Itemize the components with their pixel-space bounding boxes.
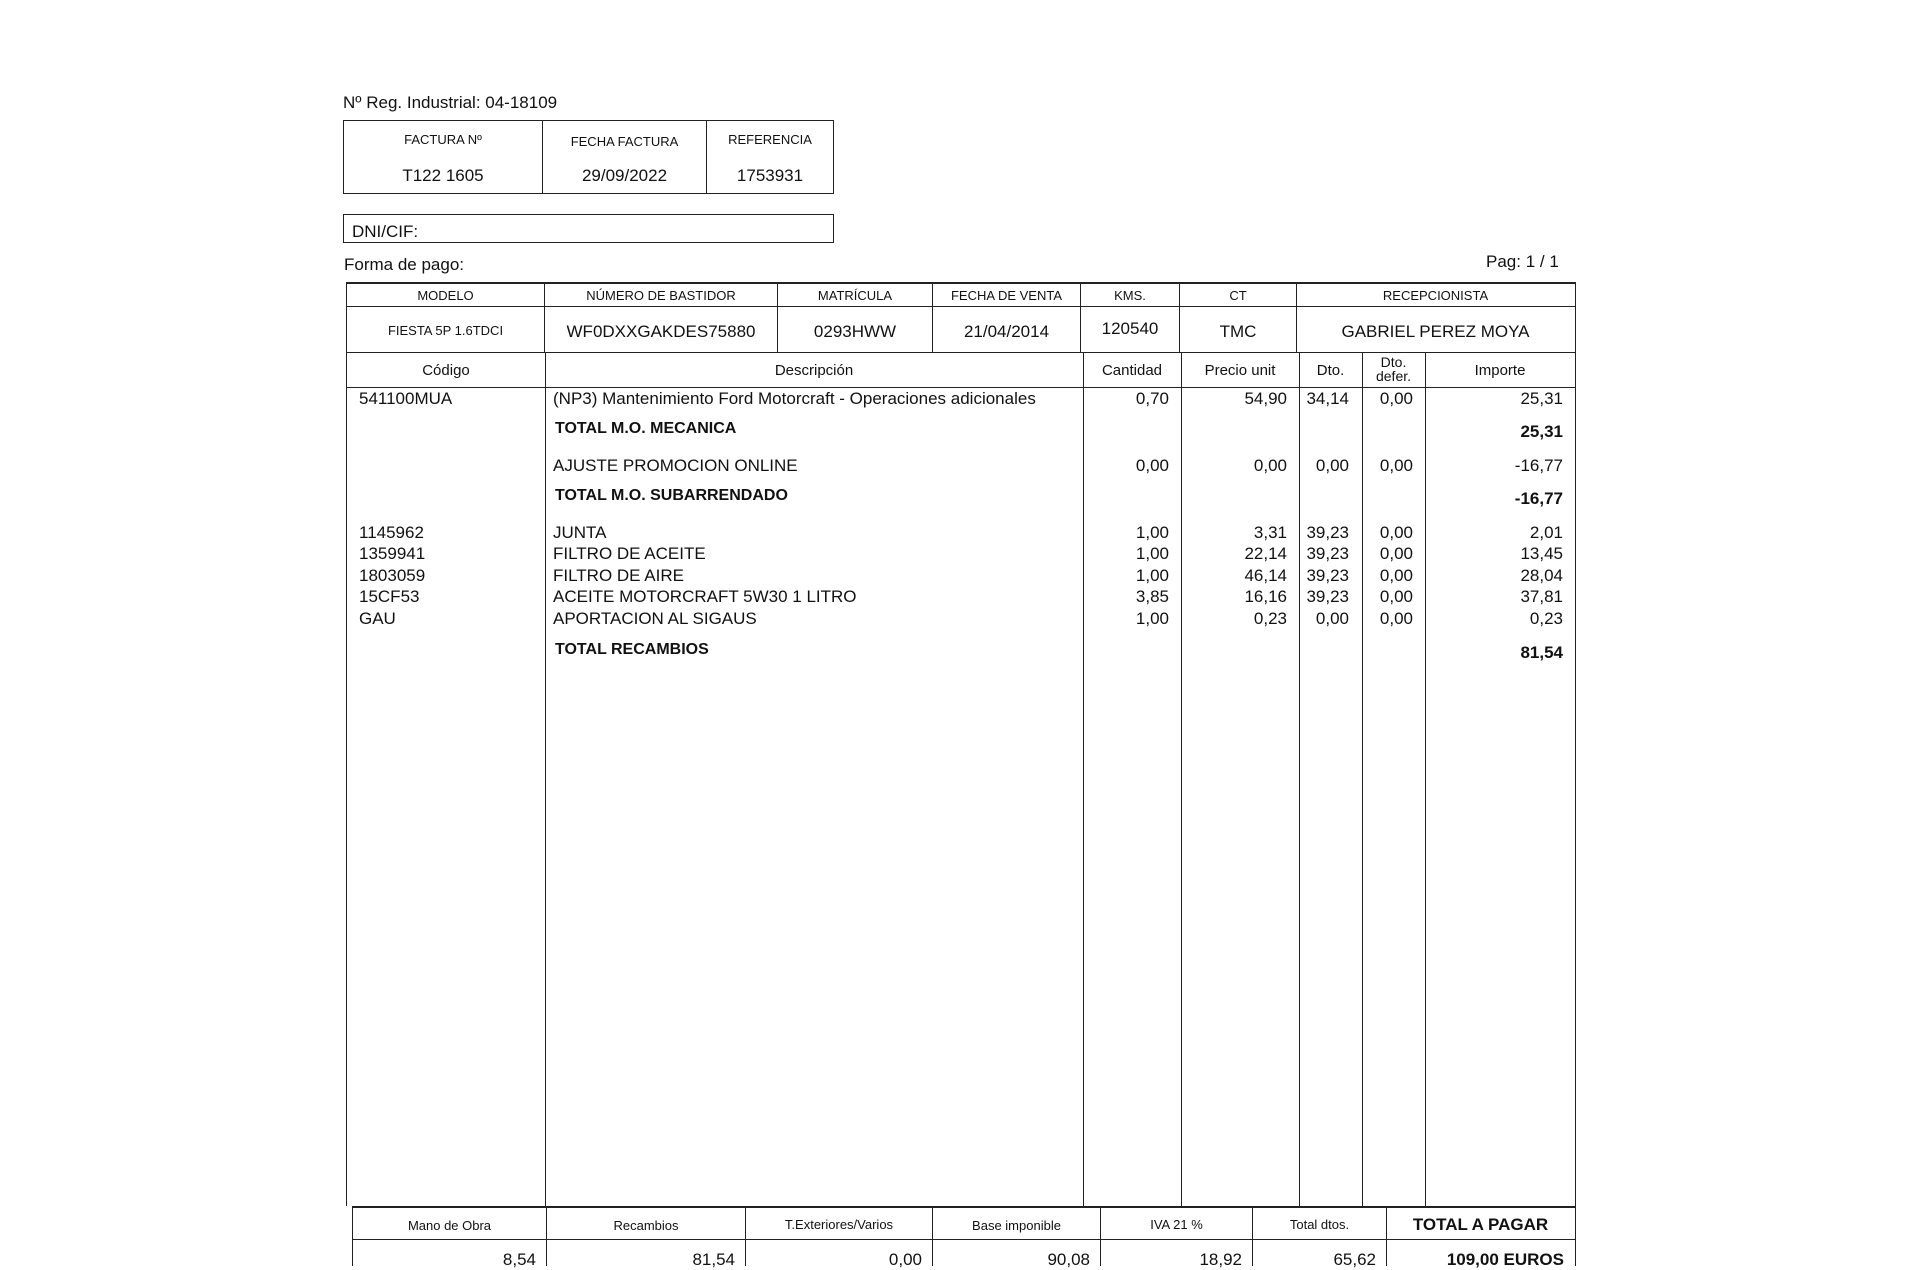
cell-cant: 1,00 bbox=[1135, 544, 1169, 563]
table-row bbox=[347, 456, 1575, 478]
fecha-cell bbox=[543, 121, 707, 193]
mano-obra-value: 8,54 bbox=[502, 1250, 536, 1269]
cell-defer: 0,00 bbox=[1379, 544, 1413, 563]
exteriores-col bbox=[746, 1208, 933, 1269]
mano-obra-label: Mano de Obra bbox=[407, 1218, 492, 1233]
ct-value: TMC bbox=[1219, 322, 1257, 341]
page-number: Pag: 1 / 1 bbox=[1486, 252, 1559, 271]
col-dto-defer-2: defer. bbox=[1375, 368, 1412, 384]
reg-industrial: Nº Reg. Industrial: 04-18109 bbox=[343, 93, 558, 112]
cell-precio: 46,14 bbox=[1244, 566, 1287, 585]
subtotal-label: TOTAL M.O. MECANICA bbox=[555, 420, 737, 437]
fecha-value: 29/09/2022 bbox=[581, 166, 668, 185]
cell-precio: 0,00 bbox=[1253, 456, 1287, 475]
cell-desc: ACEITE MOTORCRAFT 5W30 1 LITRO bbox=[553, 587, 857, 606]
total-pagar-col bbox=[1387, 1208, 1574, 1269]
bastidor-label: NÚMERO DE BASTIDOR bbox=[586, 288, 736, 303]
cell-codigo: 15CF53 bbox=[359, 587, 420, 606]
modelo-value: FIESTA 5P 1.6TDCI bbox=[387, 323, 504, 338]
matricula-value: 0293HWW bbox=[813, 322, 897, 341]
items-table bbox=[346, 353, 1576, 1206]
cell-importe: 2,01 bbox=[1529, 523, 1563, 542]
cell-cant: 1,00 bbox=[1135, 523, 1169, 542]
col-divider bbox=[1299, 353, 1300, 1206]
cell-desc: JUNTA bbox=[553, 523, 607, 542]
col-divider bbox=[545, 353, 546, 1206]
cell-desc: (NP3) Mantenimiento Ford Motorcraft - Operaciones adicionales bbox=[553, 389, 1036, 408]
cell-cant: 0,70 bbox=[1135, 389, 1169, 408]
cell-desc: APORTACION AL SIGAUS bbox=[553, 609, 757, 628]
cell-defer: 0,00 bbox=[1379, 523, 1413, 542]
cell-precio: 3,31 bbox=[1253, 523, 1287, 542]
forma-pago: Forma de pago: bbox=[344, 255, 465, 274]
total-pagar-label: TOTAL A PAGAR bbox=[1412, 1215, 1549, 1234]
col-divider bbox=[1181, 353, 1182, 1206]
col-divider bbox=[1425, 353, 1426, 1206]
totals-footer bbox=[352, 1206, 1576, 1269]
kms-col bbox=[1081, 284, 1180, 352]
cell-codigo: 1359941 bbox=[359, 544, 426, 563]
col-dto-defer bbox=[1362, 355, 1425, 383]
subtotal-row bbox=[347, 487, 1575, 509]
total-dtos-col bbox=[1253, 1208, 1387, 1269]
mano-obra-col bbox=[353, 1208, 547, 1269]
subtotal-value: -16,77 bbox=[1514, 489, 1563, 508]
base-col bbox=[933, 1208, 1101, 1269]
table-row bbox=[347, 544, 1575, 566]
iva-value: 18,92 bbox=[1199, 1250, 1242, 1269]
cell-defer: 0,00 bbox=[1379, 566, 1413, 585]
cell-dto: 39,23 bbox=[1306, 566, 1349, 585]
kms-label: KMS. bbox=[1114, 288, 1146, 303]
recambios-col bbox=[547, 1208, 746, 1269]
cell-defer: 0,00 bbox=[1379, 456, 1413, 475]
cell-cant: 3,85 bbox=[1135, 587, 1169, 606]
cell-desc: FILTRO DE ACEITE bbox=[553, 544, 706, 563]
subtotal-row bbox=[347, 420, 1575, 442]
iva-label: IVA 21 % bbox=[1150, 1217, 1203, 1232]
cell-codigo: 1803059 bbox=[359, 566, 426, 585]
base-value: 90,08 bbox=[1047, 1250, 1090, 1269]
cell-importe: 37,81 bbox=[1520, 587, 1563, 606]
cell-dto: 39,23 bbox=[1306, 544, 1349, 563]
referencia-cell bbox=[707, 121, 833, 193]
cell-codigo: GAU bbox=[359, 609, 396, 628]
base-label: Base imponible bbox=[972, 1218, 1061, 1233]
cell-precio: 22,14 bbox=[1244, 544, 1287, 563]
cell-cant: 0,00 bbox=[1135, 456, 1169, 475]
cell-dto: 39,23 bbox=[1306, 587, 1349, 606]
recepcionista-label: RECEPCIONISTA bbox=[1382, 288, 1489, 303]
total-dtos-label: Total dtos. bbox=[1289, 1217, 1350, 1232]
subtotal-label: TOTAL RECAMBIOS bbox=[555, 641, 709, 658]
recambios-label: Recambios bbox=[613, 1218, 679, 1233]
referencia-label: REFERENCIA bbox=[728, 132, 812, 147]
cell-importe: -16,77 bbox=[1514, 456, 1563, 475]
subtotal-row bbox=[347, 641, 1575, 663]
table-row bbox=[347, 587, 1575, 609]
bastidor-col bbox=[545, 284, 778, 352]
table-row bbox=[347, 566, 1575, 588]
cell-importe: 28,04 bbox=[1520, 566, 1563, 585]
table-row bbox=[347, 389, 1575, 411]
fecha-label: FECHA FACTURA bbox=[570, 134, 679, 149]
subtotal-value: 81,54 bbox=[1520, 643, 1563, 662]
total-pagar-value: 109,00 EUROS bbox=[1446, 1250, 1564, 1269]
cell-desc: FILTRO DE AIRE bbox=[553, 566, 684, 585]
invoice-header-box bbox=[343, 120, 834, 194]
dni-field bbox=[343, 214, 834, 243]
iva-col bbox=[1101, 1208, 1253, 1269]
col-precio: Precio unit bbox=[1204, 362, 1276, 379]
modelo-label: MODELO bbox=[417, 288, 474, 303]
referencia-value: 1753931 bbox=[736, 166, 804, 185]
factura-label: FACTURA Nº bbox=[404, 132, 482, 147]
dni-label: DNI/CIF: bbox=[352, 222, 419, 241]
col-divider bbox=[1083, 353, 1084, 1206]
cell-importe: 25,31 bbox=[1520, 389, 1563, 408]
cell-importe: 0,23 bbox=[1529, 609, 1563, 628]
col-codigo: Código bbox=[422, 362, 470, 379]
matricula-label: MATRÍCULA bbox=[817, 288, 893, 303]
cell-dto: 34,14 bbox=[1306, 389, 1349, 408]
cell-codigo: 1145962 bbox=[359, 523, 424, 542]
cell-cant: 1,00 bbox=[1135, 609, 1169, 628]
cell-precio: 16,16 bbox=[1244, 587, 1287, 606]
table-row bbox=[347, 523, 1575, 545]
fecha-venta-value: 21/04/2014 bbox=[963, 322, 1050, 341]
cell-importe: 13,45 bbox=[1520, 544, 1563, 563]
table-row bbox=[347, 609, 1575, 631]
cell-defer: 0,00 bbox=[1379, 609, 1413, 628]
subtotal-label: TOTAL M.O. SUBARRENDADO bbox=[555, 487, 788, 504]
cell-defer: 0,00 bbox=[1379, 587, 1413, 606]
total-dtos-value: 65,62 bbox=[1333, 1250, 1376, 1269]
cell-defer: 0,00 bbox=[1379, 389, 1413, 408]
exteriores-label: T.Exteriores/Varios bbox=[784, 1217, 894, 1232]
recambios-value: 81,54 bbox=[692, 1250, 735, 1269]
cell-cant: 1,00 bbox=[1135, 566, 1169, 585]
bastidor-value: WF0DXXGAKDES75880 bbox=[566, 322, 756, 341]
fecha-venta-col bbox=[933, 284, 1081, 352]
factura-value: T122 1605 bbox=[402, 166, 484, 185]
subtotal-value: 25,31 bbox=[1520, 422, 1563, 441]
items-header bbox=[347, 353, 1575, 388]
cell-dto: 0,00 bbox=[1315, 609, 1349, 628]
modelo-col bbox=[347, 284, 545, 352]
cell-precio: 0,23 bbox=[1253, 609, 1287, 628]
ct-label: CT bbox=[1229, 288, 1247, 303]
col-descripcion: Descripción bbox=[774, 362, 854, 379]
cell-precio: 54,90 bbox=[1244, 389, 1287, 408]
factura-cell bbox=[344, 121, 543, 193]
recepcionista-col bbox=[1297, 284, 1574, 352]
col-dto: Dto. bbox=[1316, 362, 1345, 379]
matricula-col bbox=[778, 284, 933, 352]
col-dto-defer-1: Dto. bbox=[1380, 354, 1407, 370]
col-cantidad: Cantidad bbox=[1101, 362, 1163, 379]
exteriores-value: 0,00 bbox=[888, 1250, 922, 1269]
recepcionista-value: GABRIEL PEREZ MOYA bbox=[1341, 322, 1530, 341]
cell-dto: 0,00 bbox=[1315, 456, 1349, 475]
cell-desc: AJUSTE PROMOCION ONLINE bbox=[553, 456, 798, 475]
ct-col bbox=[1180, 284, 1297, 352]
vehicle-table bbox=[346, 282, 1576, 353]
kms-value: 120540 bbox=[1101, 319, 1159, 338]
cell-codigo: 541100MUA bbox=[359, 389, 453, 408]
col-divider bbox=[1362, 353, 1363, 1206]
col-importe: Importe bbox=[1474, 362, 1526, 379]
cell-dto: 39,23 bbox=[1306, 523, 1349, 542]
fecha-venta-label: FECHA DE VENTA bbox=[950, 288, 1062, 303]
